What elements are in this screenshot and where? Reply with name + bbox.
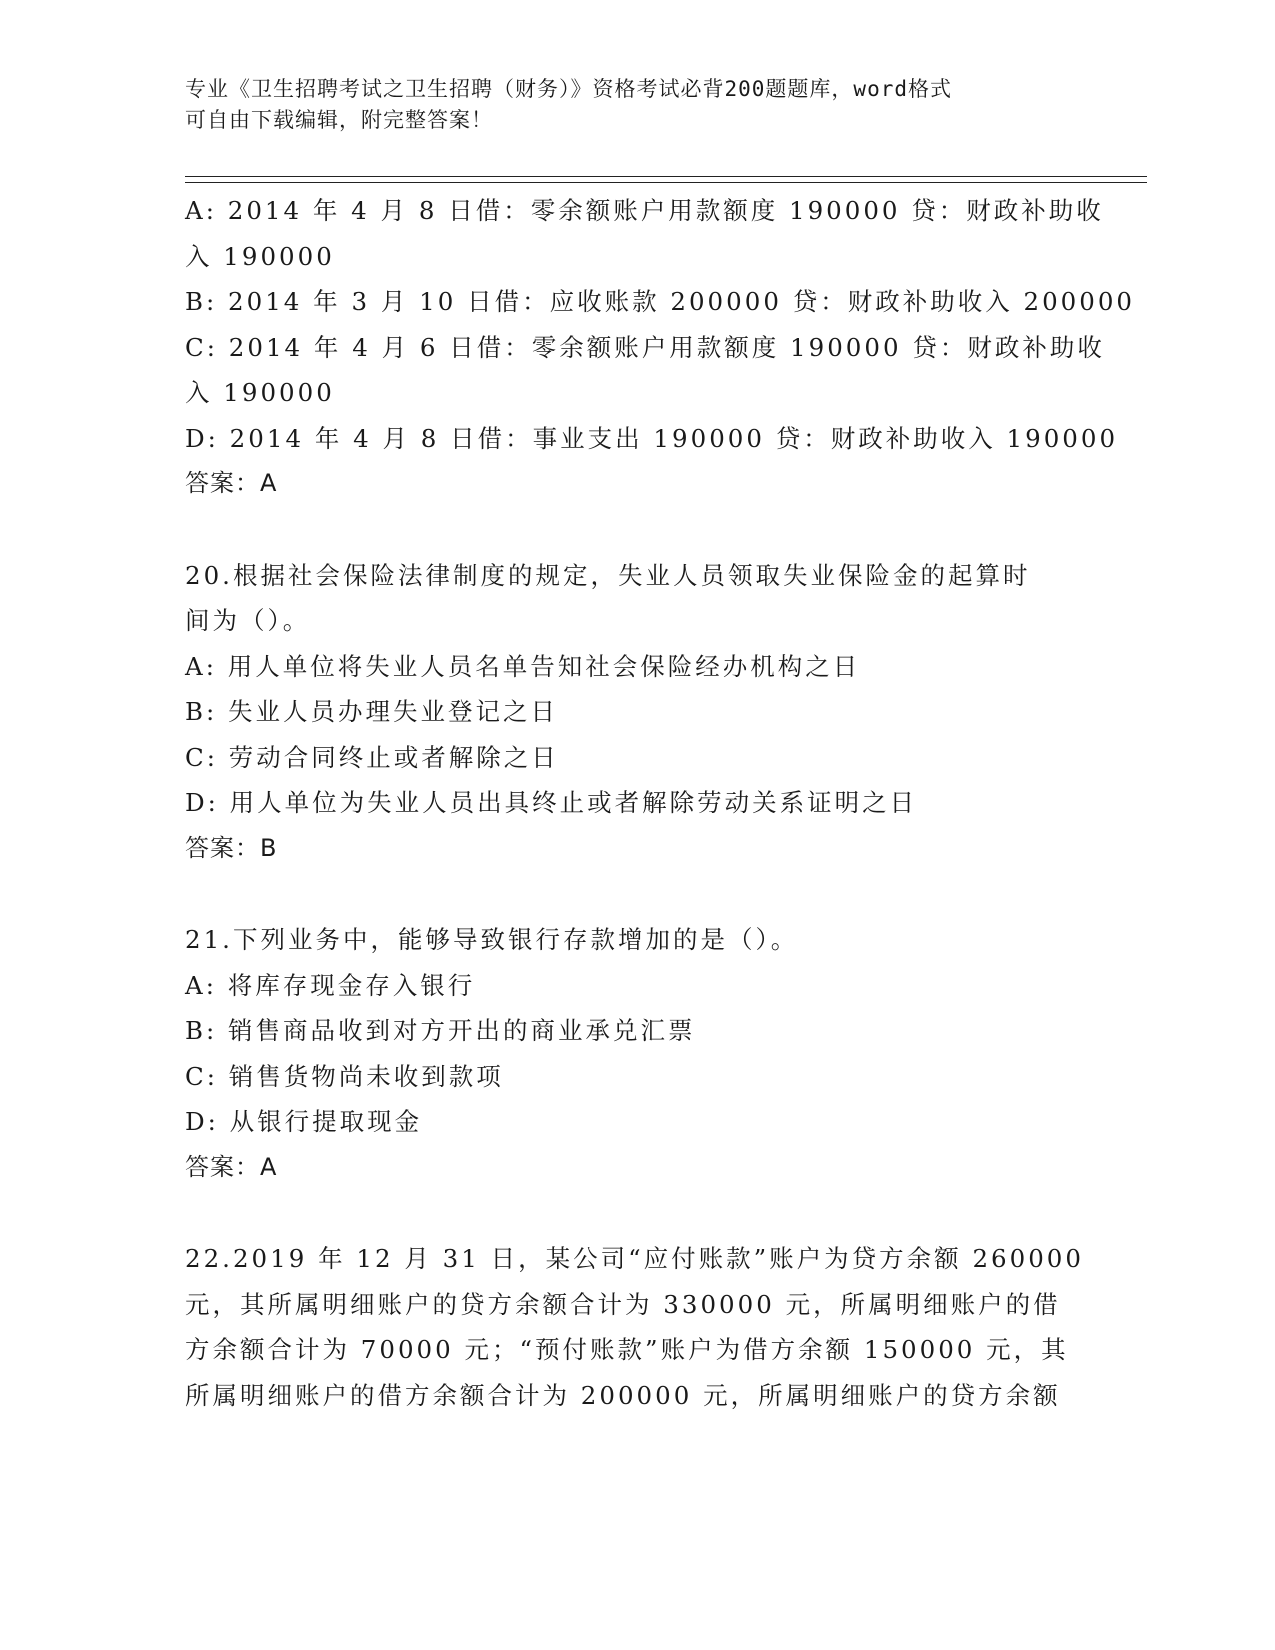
option-a-line-1: A: 2014 年 4 月 8 日借：零余额账户用款额度 190000 贷：财政补助收 xyxy=(185,196,1104,225)
answer: 答案：A xyxy=(185,1152,278,1181)
question-22 xyxy=(185,1236,1084,1418)
option-c-line-1: C: 2014 年 4 月 6 日借：零余额账户用款额度 190000 贷：财政补助收 xyxy=(185,332,1105,362)
question-stem-line-1: 20.根据社会保险法律制度的规定，失业人员领取失业保险金的起算时 xyxy=(185,560,1031,590)
answer: 答案：B xyxy=(185,833,278,862)
option-c-line-2: 入 190000 xyxy=(185,378,335,407)
question-stem-line-3: 方余额合计为 70000 元；“预付账款”账户为借方余额 150000 元，其 xyxy=(185,1335,1069,1364)
header-title-line-1: 专业《卫生招聘考试之卫生招聘（财务）》资格考试必背200题题库，word格式 xyxy=(185,77,952,101)
question-stem-line-4: 所属明细账户的借方余额合计为 200000 元，所属明细账户的贷方余额 xyxy=(185,1380,1061,1410)
document-header xyxy=(185,74,1065,136)
answer: 答案：A xyxy=(185,469,278,497)
header-divider-bottom xyxy=(185,182,1147,183)
question-stem: 21.下列业务中，能够导致银行存款增加的是（）。 xyxy=(185,925,799,954)
option-a-line-2: 入 190000 xyxy=(185,241,335,271)
option-c: C: 劳动合同终止或者解除之日 xyxy=(185,742,559,772)
question-21 xyxy=(185,917,1065,1190)
option-c: C: 销售货物尚未收到款项 xyxy=(185,1061,504,1091)
option-b: B: 2014 年 3 月 10 日借：应收账款 200000 贷：财政补助收入 200000 xyxy=(185,287,1136,316)
question-stem-line-2: 间为（）。 xyxy=(185,606,311,635)
header-title-line-2: 可自由下载编辑，附完整答案！ xyxy=(185,108,493,132)
question-stem-line-1: 22.2019 年 12 月 31 日，某公司“应付账款”账户为贷方余额 260000 xyxy=(185,1244,1084,1273)
question-20 xyxy=(185,553,1065,872)
question-stem-line-2: 元，其所属明细账户的贷方余额合计为 330000 元，所属明细账户的借 xyxy=(185,1289,1061,1319)
header-divider-top xyxy=(185,176,1147,177)
option-a: A: 将库存现金存入银行 xyxy=(185,970,476,1000)
document-body xyxy=(185,188,1136,1418)
option-a: A: 用人单位将失业人员名单告知社会保险经办机构之日 xyxy=(185,651,861,681)
option-d: D: 从银行提取现金 xyxy=(185,1107,423,1136)
option-d: D: 2014 年 4 月 8 日借：事业支出 190000 贷：财政补助收入 190000 xyxy=(185,423,1119,453)
question-19-options xyxy=(185,188,1136,507)
option-b: B: 失业人员办理失业登记之日 xyxy=(185,697,559,726)
option-d: D: 用人单位为失业人员出具终止或者解除劳动关系证明之日 xyxy=(185,788,918,817)
option-b: B: 销售商品收到对方开出的商业承兑汇票 xyxy=(185,1016,696,1045)
